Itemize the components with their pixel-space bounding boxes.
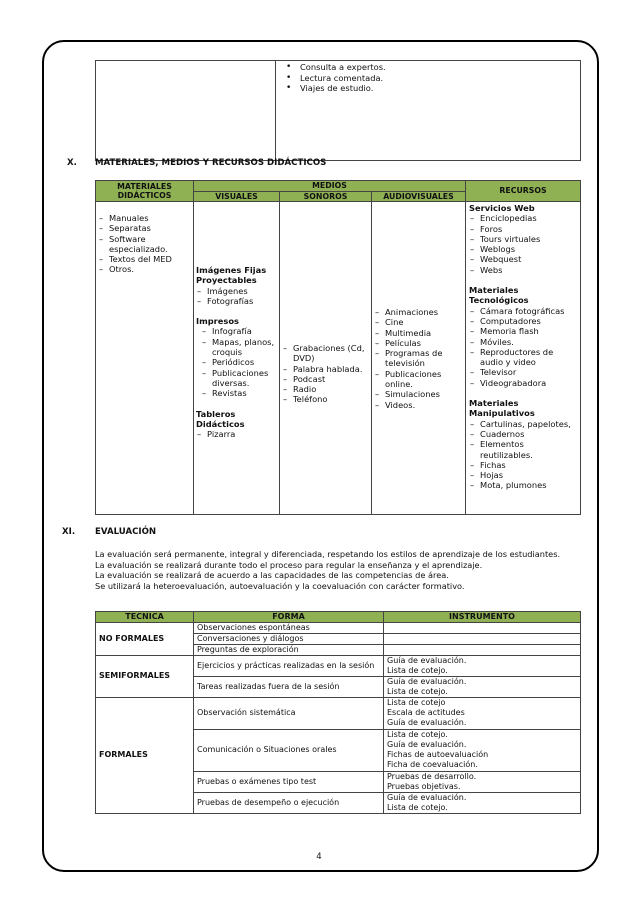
list-item: – Foros xyxy=(469,224,578,234)
table-cell xyxy=(384,792,581,813)
table-cell: Observación sistemática xyxy=(194,697,384,729)
list-item: – Periódicos xyxy=(201,357,277,367)
list-item: – Webs xyxy=(469,265,578,275)
list-item: – Grabaciones (Cd, DVD) xyxy=(282,343,369,364)
visuales-group2-list xyxy=(196,326,277,398)
recursos-cell xyxy=(466,202,581,515)
materiales-cell xyxy=(96,202,194,515)
table-cell xyxy=(384,676,581,697)
section-xi-number: XI. xyxy=(62,527,76,537)
instrument-line: Guía de evaluación. xyxy=(387,655,467,665)
list-item: – Mota, plumones xyxy=(469,480,578,490)
list-item: – Imágenes xyxy=(196,286,277,296)
list-item: – Computadores xyxy=(469,316,578,326)
header-audiovisuales: AUDIOVISUALES xyxy=(372,191,466,202)
table-cell xyxy=(384,729,581,771)
list-item: – Mapas, planos, croquis xyxy=(201,337,277,358)
list-item: – Programas de televisión xyxy=(374,348,463,369)
list-item: – Teléfono xyxy=(282,394,369,404)
table-cell: Tareas realizadas fuera de la sesión xyxy=(194,676,384,697)
section-x-title: MATERIALES, MEDIOS Y RECURSOS DIDÁCTICOS xyxy=(95,158,327,168)
evaluation-paragraph-1: La evaluación será permanente, integral y diferenciada, respetando los estilos de aprendizaje de los estudiantes. xyxy=(95,549,561,559)
list-item: – Móviles. xyxy=(469,337,578,347)
header-forma: FORMA xyxy=(194,612,384,623)
recursos-group2-title: Materiales Tecnológicos xyxy=(469,285,529,306)
materiales-list xyxy=(98,213,191,275)
table-cell: Preguntas de exploración xyxy=(194,644,384,655)
instrument-line: Lista de cotejo xyxy=(387,698,446,708)
list-item: – Simulaciones xyxy=(374,389,463,399)
visuales-group3-title: Tableros Didácticos xyxy=(196,408,245,429)
materials-table xyxy=(95,180,581,515)
list-item: • Lectura comentada. xyxy=(278,73,580,84)
list-item: – Televisor xyxy=(469,367,578,377)
tecnica-semiformales: SEMIFORMALES xyxy=(96,655,194,697)
instrument-line: Lista de cotejo. xyxy=(387,665,448,675)
top-strategies-list xyxy=(276,62,580,94)
list-item: – Revistas xyxy=(201,388,277,398)
evaluation-table xyxy=(95,611,581,814)
sonoros-list xyxy=(282,343,369,405)
header-materiales-line1: MATERIALES xyxy=(117,181,172,191)
instrument-line: Escala de actitudes xyxy=(387,708,465,718)
list-item: – Pizarra xyxy=(196,429,277,439)
evaluation-paragraph-3: La evaluación se realizará de acuerdo a las capacidades de las competencias de área. xyxy=(95,570,449,581)
top-table-empty-cell xyxy=(96,61,276,161)
list-item: – Podcast xyxy=(282,374,369,384)
list-item: – Fotografías xyxy=(196,296,277,306)
list-item: – Tours virtuales xyxy=(469,234,578,244)
list-item: – Animaciones xyxy=(374,307,463,317)
instrument-line: Guía de evaluación. xyxy=(387,676,467,686)
list-item: – Cámara fotográficas xyxy=(469,306,578,316)
tecnica-no-formales: NO FORMALES xyxy=(96,623,194,656)
table-cell: Ejercicios y prácticas realizadas en la sesión xyxy=(194,655,384,676)
list-item: – Cine xyxy=(374,317,463,327)
sonoros-cell xyxy=(280,202,372,515)
visuales-group1-title: Imágenes Fijas Proyectables xyxy=(196,265,267,286)
tecnica-formales: FORMALES xyxy=(96,697,194,813)
list-item: – Weblogs xyxy=(469,244,578,254)
list-item: – Radio xyxy=(282,384,369,394)
list-item: – Elementos reutilizables. xyxy=(469,439,578,460)
list-item: – Separatas xyxy=(98,223,191,233)
visuales-group2-title: Impresos xyxy=(196,316,239,327)
table-cell: Pruebas de desempeño o ejecución xyxy=(194,792,384,813)
visuales-group1-list xyxy=(196,286,277,307)
list-item: – Películas xyxy=(374,338,463,348)
header-tecnica: TECNICA xyxy=(96,612,194,623)
instrument-line: Guía de evaluación. xyxy=(387,792,467,802)
table-cell: Observaciones espontáneas xyxy=(194,623,384,634)
instrument-line: Lista de cotejo. xyxy=(387,686,448,696)
recursos-group3-list xyxy=(469,419,578,491)
list-item: – Publicaciones online. xyxy=(374,369,463,390)
table-cell xyxy=(384,771,581,792)
list-item: – Fichas xyxy=(469,460,578,470)
instrument-line: Ficha de coevaluación. xyxy=(387,760,478,770)
list-item: – Textos del MED xyxy=(98,254,191,264)
recursos-group3-title: Materiales Manipulativos xyxy=(469,398,535,419)
instrument-line: Fichas de autoevaluación xyxy=(387,750,489,760)
table-cell xyxy=(384,633,581,644)
table-cell xyxy=(384,655,581,676)
list-item: – Hojas xyxy=(469,470,578,480)
visuales-cell xyxy=(194,202,280,515)
list-item: – Infografía xyxy=(201,326,277,336)
list-item: – Webquest xyxy=(469,254,578,264)
list-item: • Consulta a expertos. xyxy=(278,62,580,73)
list-item: – Otros. xyxy=(98,264,191,274)
list-item: – Reproductores de audio y video xyxy=(469,347,578,368)
table-cell xyxy=(384,623,581,634)
section-xi-title: EVALUACIÓN xyxy=(95,527,157,537)
section-x-number: X. xyxy=(67,158,77,168)
audiovisuales-cell xyxy=(372,202,466,515)
visuales-group3-list xyxy=(196,429,277,439)
header-medios: MEDIOS xyxy=(194,181,466,192)
header-visuales: VISUALES xyxy=(194,191,280,202)
recursos-group1-title: Servicios Web xyxy=(469,203,535,213)
list-item: – Videograbadora xyxy=(469,378,578,388)
list-item: – Multimedia xyxy=(374,328,463,338)
recursos-group1-list xyxy=(469,213,578,275)
table-cell: Conversaciones y diálogos xyxy=(194,633,384,644)
header-instrumento: INSTRUMENTO xyxy=(384,612,581,623)
list-item: – Cartulinas, papelotes, xyxy=(469,419,578,429)
list-item: – Palabra hablada. xyxy=(282,364,369,374)
table-cell: Comunicación o Situaciones orales xyxy=(194,729,384,771)
instrument-line: Guía de evaluación. xyxy=(387,718,467,728)
page-number: 4 xyxy=(316,852,322,862)
top-table-strategies-cell xyxy=(276,61,581,161)
instrument-line: Guía de evaluación. xyxy=(387,740,467,750)
instrument-line: Lista de cotejo. xyxy=(387,730,448,740)
list-item: • Viajes de estudio. xyxy=(278,83,580,94)
table-cell xyxy=(384,697,581,729)
evaluation-text xyxy=(95,549,580,591)
header-sonoros: SONOROS xyxy=(280,191,372,202)
instrument-line: Lista de cotejo. xyxy=(387,802,448,812)
recursos-group2-list xyxy=(469,306,578,388)
audiovisuales-list xyxy=(374,307,463,410)
list-item: – Software especializado. xyxy=(98,234,191,255)
list-item: – Videos. xyxy=(374,400,463,410)
top-strategies-table xyxy=(95,60,581,161)
list-item: – Enciclopedias xyxy=(469,213,578,223)
list-item: – Publicaciones diversas. xyxy=(201,368,277,389)
list-item: – Memoria flash xyxy=(469,326,578,336)
table-cell xyxy=(384,644,581,655)
evaluation-paragraph-2: La evaluación se realizará durante todo el proceso para regular la enseñanza y el aprendizaje. xyxy=(95,559,483,570)
instrument-line: Pruebas objetivas. xyxy=(387,781,461,791)
evaluation-paragraph-4: Se utilizará la heteroevaluación, autoevaluación y la coevaluación con carácter formativo. xyxy=(95,580,465,591)
table-cell: Pruebas o exámenes tipo test xyxy=(194,771,384,792)
list-item: – Manuales xyxy=(98,213,191,223)
header-recursos: RECURSOS xyxy=(466,181,581,202)
header-materiales xyxy=(96,181,194,202)
instrument-line: Pruebas de desarrollo. xyxy=(387,771,477,781)
header-materiales-line2: DIDÁCTICOS xyxy=(117,191,172,200)
list-item: – Cuadernos xyxy=(469,429,578,439)
